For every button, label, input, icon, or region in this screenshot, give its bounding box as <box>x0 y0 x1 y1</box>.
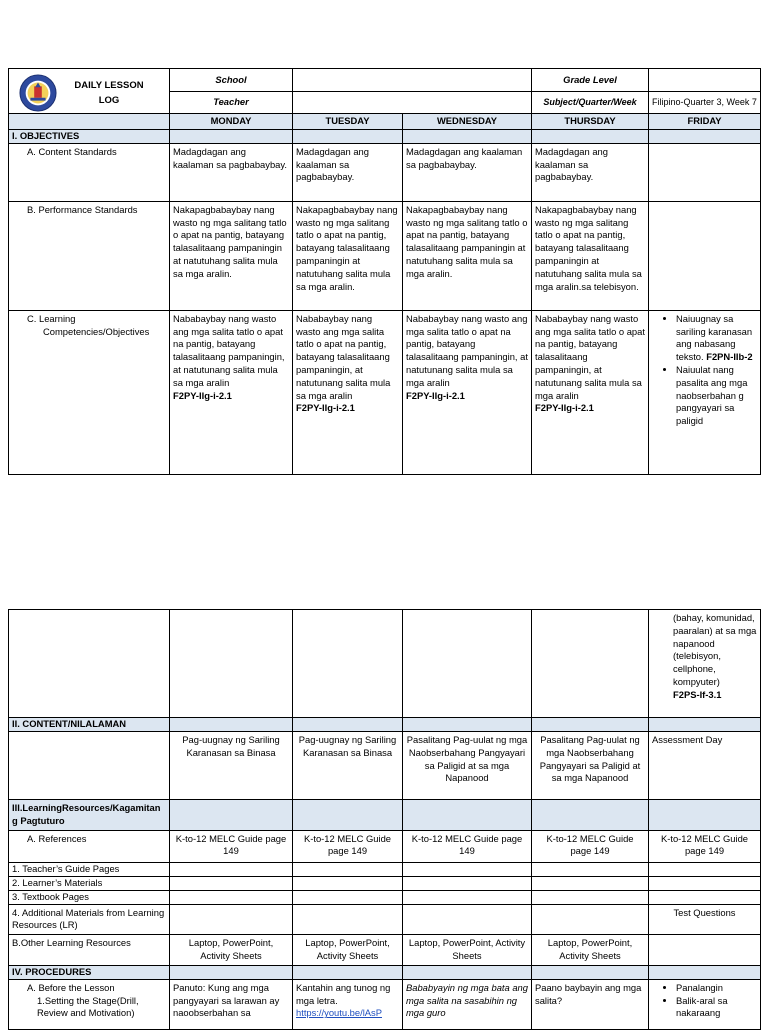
day-header-friday: FRIDAY <box>649 114 761 130</box>
day-header-blank <box>9 114 170 130</box>
competency-monday: Nababaybay nang wasto ang mga salita tatlo o apat na pantig, batayang talasalitaang pampaningin, at natutunang salita mula sa mga aralin F2PY-IIg-i-2.1 <box>170 310 293 474</box>
textbook-pages-label: 3. Textbook Pages <box>9 890 170 904</box>
competency-tuesday: Nababaybay nang wasto ang mga salita tatlo o apat na pantig, batayang talasalitaang pampaningin, at natutunang salita mula sa mga aralin F2PY-IIg-i-2.1 <box>293 310 403 474</box>
before-lesson-thursday: Paano baybayin ang mga salita? <box>532 979 649 1029</box>
additional-materials-label: 4. Additional Materials from Learning Resources (LR) <box>9 904 170 935</box>
day-header-monday: MONDAY <box>170 114 293 130</box>
friday-procedure-item: • Balik-aral sa nakaraang <box>676 995 757 1021</box>
content-standards-label: A. Content Standards <box>9 143 170 201</box>
before-lesson-tuesday: Kantahin ang tunog ng mga letra. https://youtu.be/lAsP <box>293 979 403 1029</box>
learners-materials-label: 2. Learner’s Materials <box>9 876 170 890</box>
grade-level-value <box>649 69 761 92</box>
friday-procedure-item: • Panalangin <box>676 982 757 995</box>
references-wednesday: K-to-12 MELC Guide page 149 <box>403 830 532 862</box>
subject-label: Subject/Quarter/Week <box>532 92 649 114</box>
friday-competency-continued: (bahay, komunidad, paaralan) at sa mga napanood (telebisyon, cellphone, kompyuter) F2PS-If-3.1 <box>649 610 761 718</box>
content-topic-thursday: Pasalitang Pag-uulat ng mga Naobserbahang Pangyayari sa Paligid at sa mga Napanood <box>532 732 649 800</box>
before-lesson-monday: Panuto: Kung ang mga pangyayari sa larawan ay naoobserbahan sa <box>170 979 293 1029</box>
header-logo-cell <box>9 69 170 114</box>
other-resources-friday <box>649 935 761 966</box>
day-header-tuesday: TUESDAY <box>293 114 403 130</box>
performance-standards-label: B. Performance Standards <box>9 201 170 310</box>
other-resources-label: B.Other Learning Resources <box>9 935 170 966</box>
before-lesson-wednesday: Bababyayin ng mga bata ang mga salita na sasabihin ng mga guro <box>403 979 532 1029</box>
before-lesson-label: A. Before the Lesson 1.Setting the Stage(Drill, Review and Motivation) <box>9 979 170 1029</box>
song-video-link[interactable]: https://youtu.be/lAsP <box>296 1007 382 1019</box>
content-standards-monday: Madagdagan ang kaalaman sa pagbabaybay. <box>170 143 293 201</box>
section-learning-resources: III.LearningResources/Kagamitang Pagtuturo <box>9 800 170 831</box>
subject-value: Filipino-Quarter 3, Week 7 <box>649 92 761 114</box>
content-standards-thursday: Madagdagan ang kaalaman sa pagbabaybay. <box>532 143 649 201</box>
friday-competency-item: • Naiuulat nang pasalita ang mga naobserbahan g pangyayari sa paligid <box>676 364 757 428</box>
references-monday: K-to-12 MELC Guide page 149 <box>170 830 293 862</box>
document-title: DAILY LESSON LOG <box>74 80 144 106</box>
content-standards-wednesday: Madagdagan ang kaalaman sa pagbabaybay. <box>403 143 532 201</box>
references-label: A. References <box>9 830 170 862</box>
other-resources-tuesday: Laptop, PowerPoint, Activity Sheets <box>293 935 403 966</box>
performance-standards-friday <box>649 201 761 310</box>
content-topic-friday: Assessment Day <box>649 732 761 800</box>
school-label: School <box>170 69 293 92</box>
additional-materials-friday: Test Questions <box>649 904 761 935</box>
content-topic-tuesday: Pag-uugnay ng Sariling Karanasan sa Binasa <box>293 732 403 800</box>
other-resources-wednesday: Laptop, PowerPoint, Activity Sheets <box>403 935 532 966</box>
section-content: II. CONTENT/NILALAMAN <box>9 718 170 732</box>
content-topic-label <box>9 732 170 800</box>
references-tuesday: K-to-12 MELC Guide page 149 <box>293 830 403 862</box>
content-standards-friday <box>649 143 761 201</box>
teachers-guide-label: 1. Teacher’s Guide Pages <box>9 862 170 876</box>
competency-code: F2PS-If-3.1 <box>673 688 722 700</box>
performance-standards-tuesday: Nakapagbabaybay nang wasto ng mga salitang tatlo o apat na pantig, batayang talasalitaang pampaningin at natutuhang salita mula sa mga aralin. <box>293 201 403 310</box>
section-procedures: IV. PROCEDURES <box>9 965 170 979</box>
competency-code: F2PY-IIg-i-2.1 <box>173 389 232 401</box>
friday-competency-item: • Naiuugnay sa sariling karanasan ang nabasang teksto. F2PN-IIb-2 <box>676 313 757 364</box>
continued-label <box>9 610 170 718</box>
competency-thursday: Nababaybay nang wasto ang mga salita tatlo o apat na pantig, batayang talasalitaang pampaningin, at natutunang salita mula sa mga aralin F2PY-IIg-i-2.1 <box>532 310 649 474</box>
references-friday: K-to-12 MELC Guide page 149 <box>649 830 761 862</box>
competency-friday <box>649 310 761 474</box>
references-thursday: K-to-12 MELC Guide page 149 <box>532 830 649 862</box>
content-topic-wednesday: Pasalitang Pag-uulat ng mga Naobserbahang Pangyayari sa Paligid at sa mga Napanood <box>403 732 532 800</box>
day-header-wednesday: WEDNESDAY <box>403 114 532 130</box>
content-topic-monday: Pag-uugnay ng Sariling Karanasan sa Binasa <box>170 732 293 800</box>
competency-code: F2PY-IIg-i-2.1 <box>535 402 594 414</box>
competency-code: F2PY-IIg-i-2.1 <box>296 402 355 414</box>
deped-seal-icon <box>19 74 57 112</box>
before-lesson-friday <box>649 979 761 1029</box>
performance-standards-thursday: Nakapagbabaybay nang wasto ng mga salitang tatlo o apat na pantig, batayang talasalitaang pampaningin at natutuhang salita mula sa mga aralin.sa telebisyon. <box>532 201 649 310</box>
lesson-log-table-page1 <box>8 68 761 475</box>
day-header-thursday: THURSDAY <box>532 114 649 130</box>
competency-wednesday: Nababaybay nang wasto ang mga salita tatlo o apat na pantig, batayang talasalitaang pampaningin, at natutunang salita mula sa mga aralin F2PY-IIg-i-2.1 <box>403 310 532 474</box>
other-resources-thursday: Laptop, PowerPoint, Activity Sheets <box>532 935 649 966</box>
grade-level-label: Grade Level <box>532 69 649 92</box>
learning-competencies-label: C. Learning Competencies/Objectives <box>9 310 170 474</box>
competency-code: F2PY-IIg-i-2.1 <box>406 389 465 401</box>
other-resources-monday: Laptop, PowerPoint, Activity Sheets <box>170 935 293 966</box>
performance-standards-wednesday: Nakapagbabaybay nang wasto ng mga salitang tatlo o apat na pantig, batayang talasalitaang pampaningin at natutuhang salita mula sa mga aralin. <box>403 201 532 310</box>
school-value <box>293 69 532 92</box>
content-standards-tuesday: Madagdagan ang kaalaman sa pagbabaybay. <box>293 143 403 201</box>
lesson-log-table-page2 <box>8 609 761 1030</box>
teacher-label: Teacher <box>170 92 293 114</box>
performance-standards-monday: Nakapagbabaybay nang wasto ng mga salitang tatlo o apat na pantig, batayang talasalitaang pampaningin at natutuhang salita mula sa mga aralin. <box>170 201 293 310</box>
teacher-value <box>293 92 532 114</box>
section-objectives: I. OBJECTIVES <box>9 129 170 143</box>
